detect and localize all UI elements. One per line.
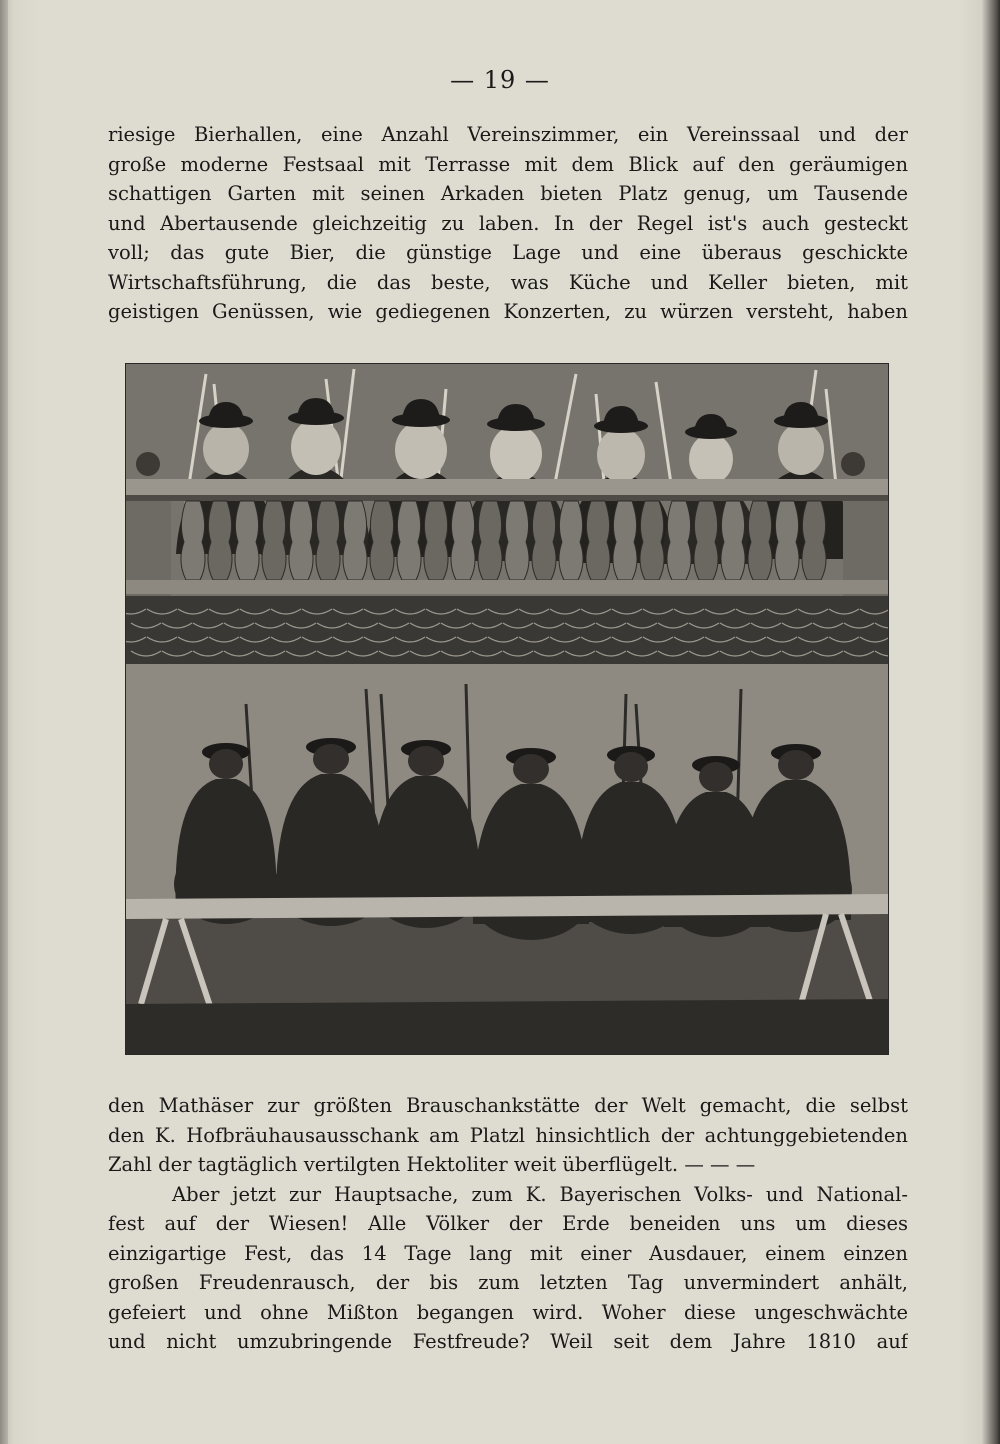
text-line: gefeiert und ohne Mißton begangen wird. Woher diese ungeschwächte bbox=[108, 1300, 908, 1324]
text-line: fest auf der Wiesen! Alle Völker der Erde beneiden uns um dieses bbox=[108, 1212, 908, 1235]
text-line: und nicht umzubringende Festfreude? Weil seit dem Jahre 1810 auf bbox=[108, 1330, 908, 1353]
page-left-gutter bbox=[0, 0, 8, 1444]
text-line: den K. Hofbräuhausausschank am Platzl hinsichtlich der achtunggebietenden bbox=[108, 1123, 908, 1147]
halftone-photograph bbox=[126, 364, 888, 1054]
text-line: und Abertausende gleichzeitig zu laben. In der Regel ist's auch gesteckt bbox=[108, 211, 908, 235]
text-line: einzigartige Fest, das 14 Tage lang mit einer Ausdauer, einem einzen bbox=[108, 1241, 908, 1265]
text-line: Aber jetzt zur Hauptsache, zum K. Bayerischen Volks- und National- bbox=[172, 1182, 908, 1206]
top-paragraph bbox=[108, 120, 908, 327]
text-line: voll; das gute Bier, die günstige Lage und eine überaus geschickte bbox=[108, 241, 908, 264]
text-line: geistigen Genüssen, wie gediegenen Konzerten, zu würzen versteht, haben bbox=[108, 300, 908, 323]
text-line: Zahl der tagtäglich vertilgten Hektoliter weit überflügelt. — — — bbox=[108, 1153, 756, 1176]
text-line: großen Freudenrausch, der bis zum letzten Tag unvermindert anhält, bbox=[108, 1271, 908, 1294]
text-line: schattigen Garten mit seinen Arkaden bieten Platz genug, um Tausende bbox=[108, 182, 908, 205]
photo-bottom-bench bbox=[126, 664, 888, 1054]
bottom-paragraph bbox=[108, 1091, 908, 1357]
text-line: Wirtschaftsführung, die das beste, was Küche und Keller bieten, mit bbox=[108, 270, 908, 294]
page-right-edge bbox=[982, 0, 1000, 1444]
page-number: — 19 — bbox=[450, 66, 550, 94]
text-line: den Mathäser zur größten Brauschankstätte der Welt gemacht, die selbst bbox=[108, 1094, 908, 1117]
text-line: riesige Bierhallen, eine Anzahl Vereinszimmer, ein Vereinssaal und der bbox=[108, 123, 908, 146]
text-line: große moderne Festsaal mit Terrasse mit dem Blick auf den geräumigen bbox=[108, 152, 908, 176]
bench-scene-illustration bbox=[126, 664, 888, 1054]
balcony-scene-illustration bbox=[126, 364, 888, 664]
photo-top-balcony bbox=[126, 364, 888, 664]
